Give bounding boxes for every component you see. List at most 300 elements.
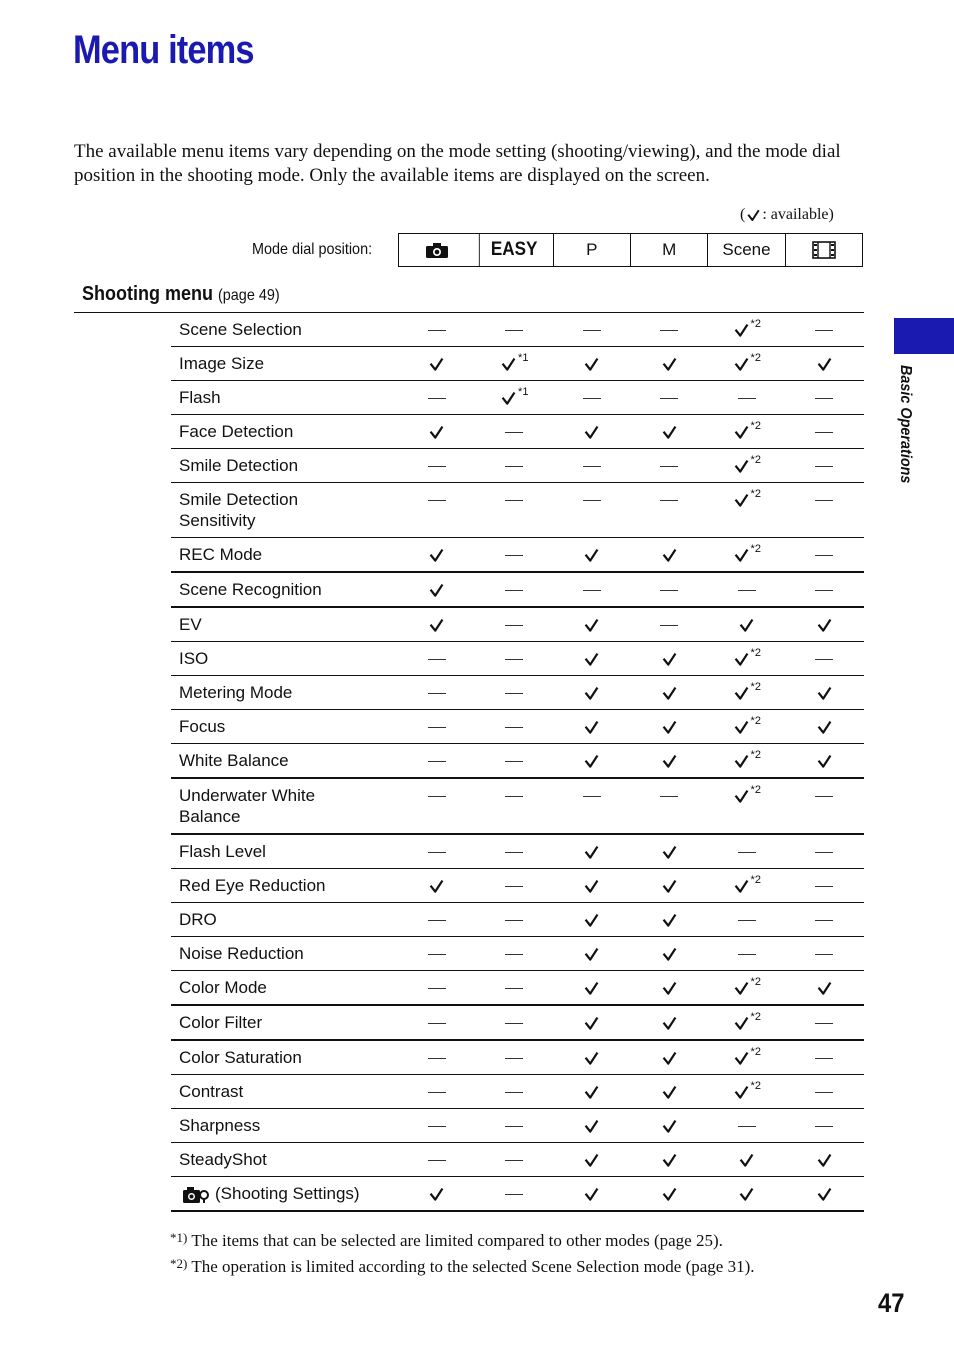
- footnote-ref: *2: [750, 976, 761, 988]
- row-label: [171, 835, 398, 868]
- check-icon: [661, 878, 678, 895]
- mode-dial-row: [398, 233, 863, 267]
- table-row: [171, 835, 864, 869]
- available-check: [553, 538, 631, 571]
- check-icon: [583, 946, 600, 963]
- dash-mark: [815, 398, 833, 399]
- dash-mark: [428, 1092, 446, 1093]
- not-available-dash: [786, 1006, 864, 1039]
- row-label: [171, 971, 398, 1004]
- not-available-dash: [476, 483, 554, 537]
- dash-mark: [815, 886, 833, 887]
- table-row: [171, 1143, 864, 1177]
- table-row: [171, 779, 864, 835]
- side-tab-marker: [894, 318, 954, 354]
- dash-mark: [815, 920, 833, 921]
- not-available-dash: [553, 449, 631, 482]
- table-row: [171, 347, 864, 381]
- available-check: [786, 1177, 864, 1210]
- dash-mark: [505, 886, 523, 887]
- available-check: [708, 744, 786, 777]
- dash-mark: [428, 500, 446, 501]
- row-label: [171, 608, 398, 641]
- footnote-ref: *2: [750, 749, 761, 761]
- dash-mark: [505, 1126, 523, 1127]
- available-check: [631, 937, 709, 970]
- check-icon: [733, 458, 750, 475]
- row-label: [171, 1109, 398, 1142]
- footnote-ref: *2: [750, 874, 761, 886]
- dash-mark: [583, 590, 601, 591]
- dash-mark: [505, 920, 523, 921]
- mode-cell-0: [399, 234, 475, 266]
- dash-mark: [428, 693, 446, 694]
- available-check: [553, 642, 631, 675]
- check-icon: [733, 547, 750, 564]
- check-icon: [583, 719, 600, 736]
- dash-mark: [815, 466, 833, 467]
- check-icon: [733, 878, 750, 895]
- row-label-text: Underwater White Balance: [179, 786, 316, 826]
- not-available-dash: [708, 573, 786, 606]
- footnote: [170, 1228, 755, 1254]
- footnote-ref: *1: [518, 386, 529, 398]
- not-available-dash: [476, 937, 554, 970]
- not-available-dash: [786, 903, 864, 936]
- dash-mark: [505, 761, 523, 762]
- available-check: [631, 971, 709, 1004]
- check-icon: [661, 1050, 678, 1067]
- available-check: [708, 538, 786, 571]
- dash-mark: [738, 590, 756, 591]
- not-available-dash: [398, 642, 476, 675]
- available-check: [786, 744, 864, 777]
- check-icon: [738, 1152, 755, 1169]
- dash-mark: [815, 1058, 833, 1059]
- not-available-dash: [476, 642, 554, 675]
- mode-cell-1: [479, 234, 549, 266]
- not-available-dash: [476, 1109, 554, 1142]
- table-row: [171, 971, 864, 1006]
- not-available-dash: [398, 835, 476, 868]
- footnote-ref: *2: [750, 1080, 761, 1092]
- available-check: [708, 1177, 786, 1210]
- not-available-dash: [631, 449, 709, 482]
- not-available-dash: [553, 483, 631, 537]
- check-icon: [583, 1050, 600, 1067]
- check-icon: [733, 1050, 750, 1067]
- available-check: [786, 710, 864, 743]
- table-row: [171, 415, 864, 449]
- mode-label: M: [662, 240, 677, 259]
- row-label: [171, 1006, 398, 1039]
- not-available-dash: [476, 1041, 554, 1074]
- not-available-dash: [398, 971, 476, 1004]
- row-label-text: REC Mode: [179, 545, 263, 564]
- check-icon: [738, 617, 755, 634]
- not-available-dash: [398, 483, 476, 537]
- table-row: [171, 1041, 864, 1075]
- mode-cell-2: [553, 234, 630, 266]
- check-icon: [816, 980, 833, 997]
- dash-mark: [583, 466, 601, 467]
- check-icon: [661, 912, 678, 929]
- check-icon: [661, 1084, 678, 1101]
- not-available-dash: [398, 779, 476, 833]
- available-check: [708, 415, 786, 448]
- dash-mark: [815, 1023, 833, 1024]
- row-label: [171, 538, 398, 571]
- footnote-text: The items that can be selected are limited compared to other modes (page 25).: [191, 1231, 723, 1250]
- not-available-dash: [398, 1006, 476, 1039]
- available-check: [631, 1075, 709, 1108]
- not-available-dash: [708, 903, 786, 936]
- table-row: [171, 449, 864, 483]
- check-icon: [583, 1015, 600, 1032]
- row-label-text: ISO: [179, 649, 209, 668]
- not-available-dash: [786, 642, 864, 675]
- check-icon: [583, 1186, 600, 1203]
- not-available-dash: [476, 415, 554, 448]
- dash-mark: [428, 761, 446, 762]
- dash-mark: [505, 1023, 523, 1024]
- check-icon: [738, 1186, 755, 1203]
- check-icon: [661, 651, 678, 668]
- dash-mark: [815, 954, 833, 955]
- check-icon: [733, 980, 750, 997]
- row-label: [171, 710, 398, 743]
- row-label-text: EV: [179, 615, 202, 634]
- row-label: [171, 903, 398, 936]
- check-icon: [500, 390, 517, 407]
- not-available-dash: [398, 710, 476, 743]
- dash-mark: [815, 555, 833, 556]
- dash-mark: [428, 920, 446, 921]
- check-icon: [661, 1118, 678, 1135]
- row-label: [171, 744, 398, 777]
- camera-icon: [425, 242, 449, 259]
- available-check: [708, 483, 786, 537]
- row-label: [171, 415, 398, 448]
- check-icon: [733, 322, 750, 339]
- not-available-dash: [553, 779, 631, 833]
- available-check: [631, 1006, 709, 1039]
- check-icon: [583, 547, 600, 564]
- dash-mark: [505, 1058, 523, 1059]
- dash-mark: [660, 625, 678, 626]
- check-icon: [583, 617, 600, 634]
- dash-mark: [583, 796, 601, 797]
- dash-mark: [428, 954, 446, 955]
- dash-mark: [738, 398, 756, 399]
- footnote-ref: *2: [750, 488, 761, 500]
- row-label-text: (Shooting Settings): [215, 1184, 360, 1203]
- available-check: [398, 1177, 476, 1210]
- mode-cell-5: [785, 234, 862, 266]
- mode-dial-label: Mode dial position:: [252, 241, 373, 258]
- not-available-dash: [476, 710, 554, 743]
- available-check: [398, 573, 476, 606]
- dash-mark: [428, 1160, 446, 1161]
- available-check: [553, 937, 631, 970]
- dash-mark: [505, 1194, 523, 1195]
- table-row: [171, 937, 864, 971]
- dash-mark: [815, 500, 833, 501]
- row-label: [171, 1143, 398, 1176]
- dash-mark: [505, 1160, 523, 1161]
- not-available-dash: [398, 1041, 476, 1074]
- row-label-text: Smile Detection: [179, 456, 299, 475]
- footnote: [170, 1254, 755, 1280]
- available-check: [398, 869, 476, 902]
- row-label: [171, 1075, 398, 1108]
- check-icon: [583, 685, 600, 702]
- row-label-text: Noise Reduction: [179, 944, 304, 963]
- dash-mark: [505, 625, 523, 626]
- check-icon: [583, 424, 600, 441]
- check-icon: [746, 208, 761, 223]
- available-check: [553, 1006, 631, 1039]
- row-label: [171, 381, 398, 414]
- not-available-dash: [786, 573, 864, 606]
- not-available-dash: [398, 937, 476, 970]
- dash-mark: [815, 432, 833, 433]
- row-label: [171, 573, 398, 606]
- not-available-dash: [786, 779, 864, 833]
- row-label-text: Scene Selection: [179, 320, 302, 339]
- check-icon: [583, 1152, 600, 1169]
- check-icon: [661, 753, 678, 770]
- available-check: [398, 415, 476, 448]
- not-available-dash: [553, 313, 631, 346]
- check-icon: [661, 719, 678, 736]
- row-label-text: Image Size: [179, 354, 265, 373]
- row-label: [171, 313, 398, 346]
- check-icon: [583, 844, 600, 861]
- dash-mark: [505, 693, 523, 694]
- dash-mark: [815, 796, 833, 797]
- row-label-text: Scene Recognition: [179, 580, 322, 599]
- dash-mark: [660, 398, 678, 399]
- dash-mark: [428, 1023, 446, 1024]
- dash-mark: [428, 727, 446, 728]
- dash-mark: [428, 852, 446, 853]
- row-label-text: Red Eye Reduction: [179, 876, 326, 895]
- available-check: [553, 710, 631, 743]
- available-check: [708, 710, 786, 743]
- check-icon: [583, 1084, 600, 1101]
- available-check: [631, 1177, 709, 1210]
- row-label-text: Color Mode: [179, 978, 267, 997]
- available-check: [631, 538, 709, 571]
- not-available-dash: [786, 381, 864, 414]
- dash-mark: [505, 466, 523, 467]
- available-check: [631, 744, 709, 777]
- dash-mark: [505, 432, 523, 433]
- available-check: [553, 608, 631, 641]
- check-icon: [733, 788, 750, 805]
- not-available-dash: [631, 608, 709, 641]
- dash-mark: [505, 988, 523, 989]
- not-available-dash: [786, 483, 864, 537]
- available-check: [553, 869, 631, 902]
- footnote-ref: *2: [750, 647, 761, 659]
- dash-mark: [505, 659, 523, 660]
- not-available-dash: [476, 835, 554, 868]
- not-available-dash: [476, 676, 554, 709]
- not-available-dash: [476, 449, 554, 482]
- check-icon: [583, 980, 600, 997]
- row-label-text: Flash: [179, 388, 221, 407]
- not-available-dash: [476, 971, 554, 1004]
- not-available-dash: [786, 937, 864, 970]
- dash-mark: [428, 398, 446, 399]
- check-icon: [428, 547, 445, 564]
- available-check: [708, 449, 786, 482]
- available-check: [708, 608, 786, 641]
- dash-mark: [505, 1092, 523, 1093]
- row-label: [171, 483, 336, 537]
- film-icon: [812, 241, 836, 259]
- not-available-dash: [708, 835, 786, 868]
- available-check: [631, 347, 709, 380]
- available-check: [631, 676, 709, 709]
- available-check: [398, 347, 476, 380]
- not-available-dash: [631, 313, 709, 346]
- check-icon: [733, 424, 750, 441]
- dash-mark: [815, 1092, 833, 1093]
- mode-label: EASY: [491, 239, 538, 260]
- dash-mark: [583, 398, 601, 399]
- available-check: [476, 347, 554, 380]
- dash-mark: [428, 1126, 446, 1127]
- row-label-text: Face Detection: [179, 422, 294, 441]
- row-label-text: White Balance: [179, 751, 289, 770]
- check-icon: [661, 356, 678, 373]
- available-check: [786, 676, 864, 709]
- check-icon: [661, 1186, 678, 1203]
- footnote-ref: *2: [750, 715, 761, 727]
- available-check: [631, 903, 709, 936]
- available-check: [553, 1041, 631, 1074]
- row-label-text: SteadyShot: [179, 1150, 267, 1169]
- row-label-text: Color Saturation: [179, 1048, 302, 1067]
- table-row: [171, 903, 864, 937]
- check-icon: [661, 685, 678, 702]
- available-check: [553, 903, 631, 936]
- dash-mark: [428, 330, 446, 331]
- check-icon: [816, 753, 833, 770]
- not-available-dash: [786, 313, 864, 346]
- row-label-text: Smile Detection Sensitivity: [179, 490, 299, 530]
- available-check: [708, 642, 786, 675]
- dash-mark: [660, 500, 678, 501]
- not-available-dash: [708, 937, 786, 970]
- row-label-text: Contrast: [179, 1082, 244, 1101]
- row-label: [171, 449, 398, 482]
- page-number: 47: [878, 1288, 905, 1318]
- not-available-dash: [476, 903, 554, 936]
- dash-mark: [738, 1126, 756, 1127]
- table-row: [171, 1177, 864, 1212]
- footnote-ref: *2: [750, 784, 761, 796]
- row-label: [171, 1177, 398, 1210]
- table-row: [171, 676, 864, 710]
- footnote-text: The operation is limited according to the selected Scene Selection mode (page 31).: [191, 1257, 755, 1276]
- check-icon: [816, 1152, 833, 1169]
- footnotes: [170, 1228, 755, 1280]
- check-icon: [583, 1118, 600, 1135]
- available-check: [708, 676, 786, 709]
- dash-mark: [505, 555, 523, 556]
- not-available-dash: [708, 381, 786, 414]
- dash-mark: [428, 466, 446, 467]
- not-available-dash: [708, 1109, 786, 1142]
- check-icon: [661, 980, 678, 997]
- dash-mark: [660, 330, 678, 331]
- not-available-dash: [786, 1075, 864, 1108]
- dash-mark: [583, 500, 601, 501]
- not-available-dash: [398, 1109, 476, 1142]
- available-check: [631, 1041, 709, 1074]
- not-available-dash: [476, 608, 554, 641]
- check-icon: [583, 912, 600, 929]
- check-icon: [733, 719, 750, 736]
- available-check: [476, 381, 554, 414]
- available-check: [553, 415, 631, 448]
- not-available-dash: [631, 573, 709, 606]
- check-icon: [661, 424, 678, 441]
- row-label-text: Focus: [179, 717, 226, 736]
- not-available-dash: [476, 573, 554, 606]
- not-available-dash: [398, 676, 476, 709]
- available-check: [786, 971, 864, 1004]
- not-available-dash: [398, 381, 476, 414]
- table-row: [171, 1006, 864, 1041]
- not-available-dash: [786, 869, 864, 902]
- not-available-dash: [398, 744, 476, 777]
- not-available-dash: [553, 573, 631, 606]
- row-label: [171, 779, 336, 833]
- not-available-dash: [398, 313, 476, 346]
- row-label-text: Metering Mode: [179, 683, 293, 702]
- check-icon: [583, 356, 600, 373]
- not-available-dash: [476, 313, 554, 346]
- table-row: [171, 642, 864, 676]
- available-check: [708, 313, 786, 346]
- dash-mark: [738, 954, 756, 955]
- dash-mark: [815, 590, 833, 591]
- mode-cell-4: [707, 234, 784, 266]
- not-available-dash: [476, 1075, 554, 1108]
- row-label-text: Color Filter: [179, 1013, 263, 1032]
- mode-cell-3: [630, 234, 707, 266]
- check-icon: [733, 1015, 750, 1032]
- row-label: [171, 347, 398, 380]
- available-check: [553, 971, 631, 1004]
- not-available-dash: [476, 1143, 554, 1176]
- available-check: [786, 347, 864, 380]
- available-check: [708, 1041, 786, 1074]
- page-title: Menu items: [73, 28, 254, 72]
- check-icon: [733, 651, 750, 668]
- available-check: [708, 971, 786, 1004]
- check-icon: [661, 1152, 678, 1169]
- table-row: [171, 1075, 864, 1109]
- table-row: [171, 744, 864, 779]
- not-available-dash: [786, 415, 864, 448]
- dash-mark: [505, 727, 523, 728]
